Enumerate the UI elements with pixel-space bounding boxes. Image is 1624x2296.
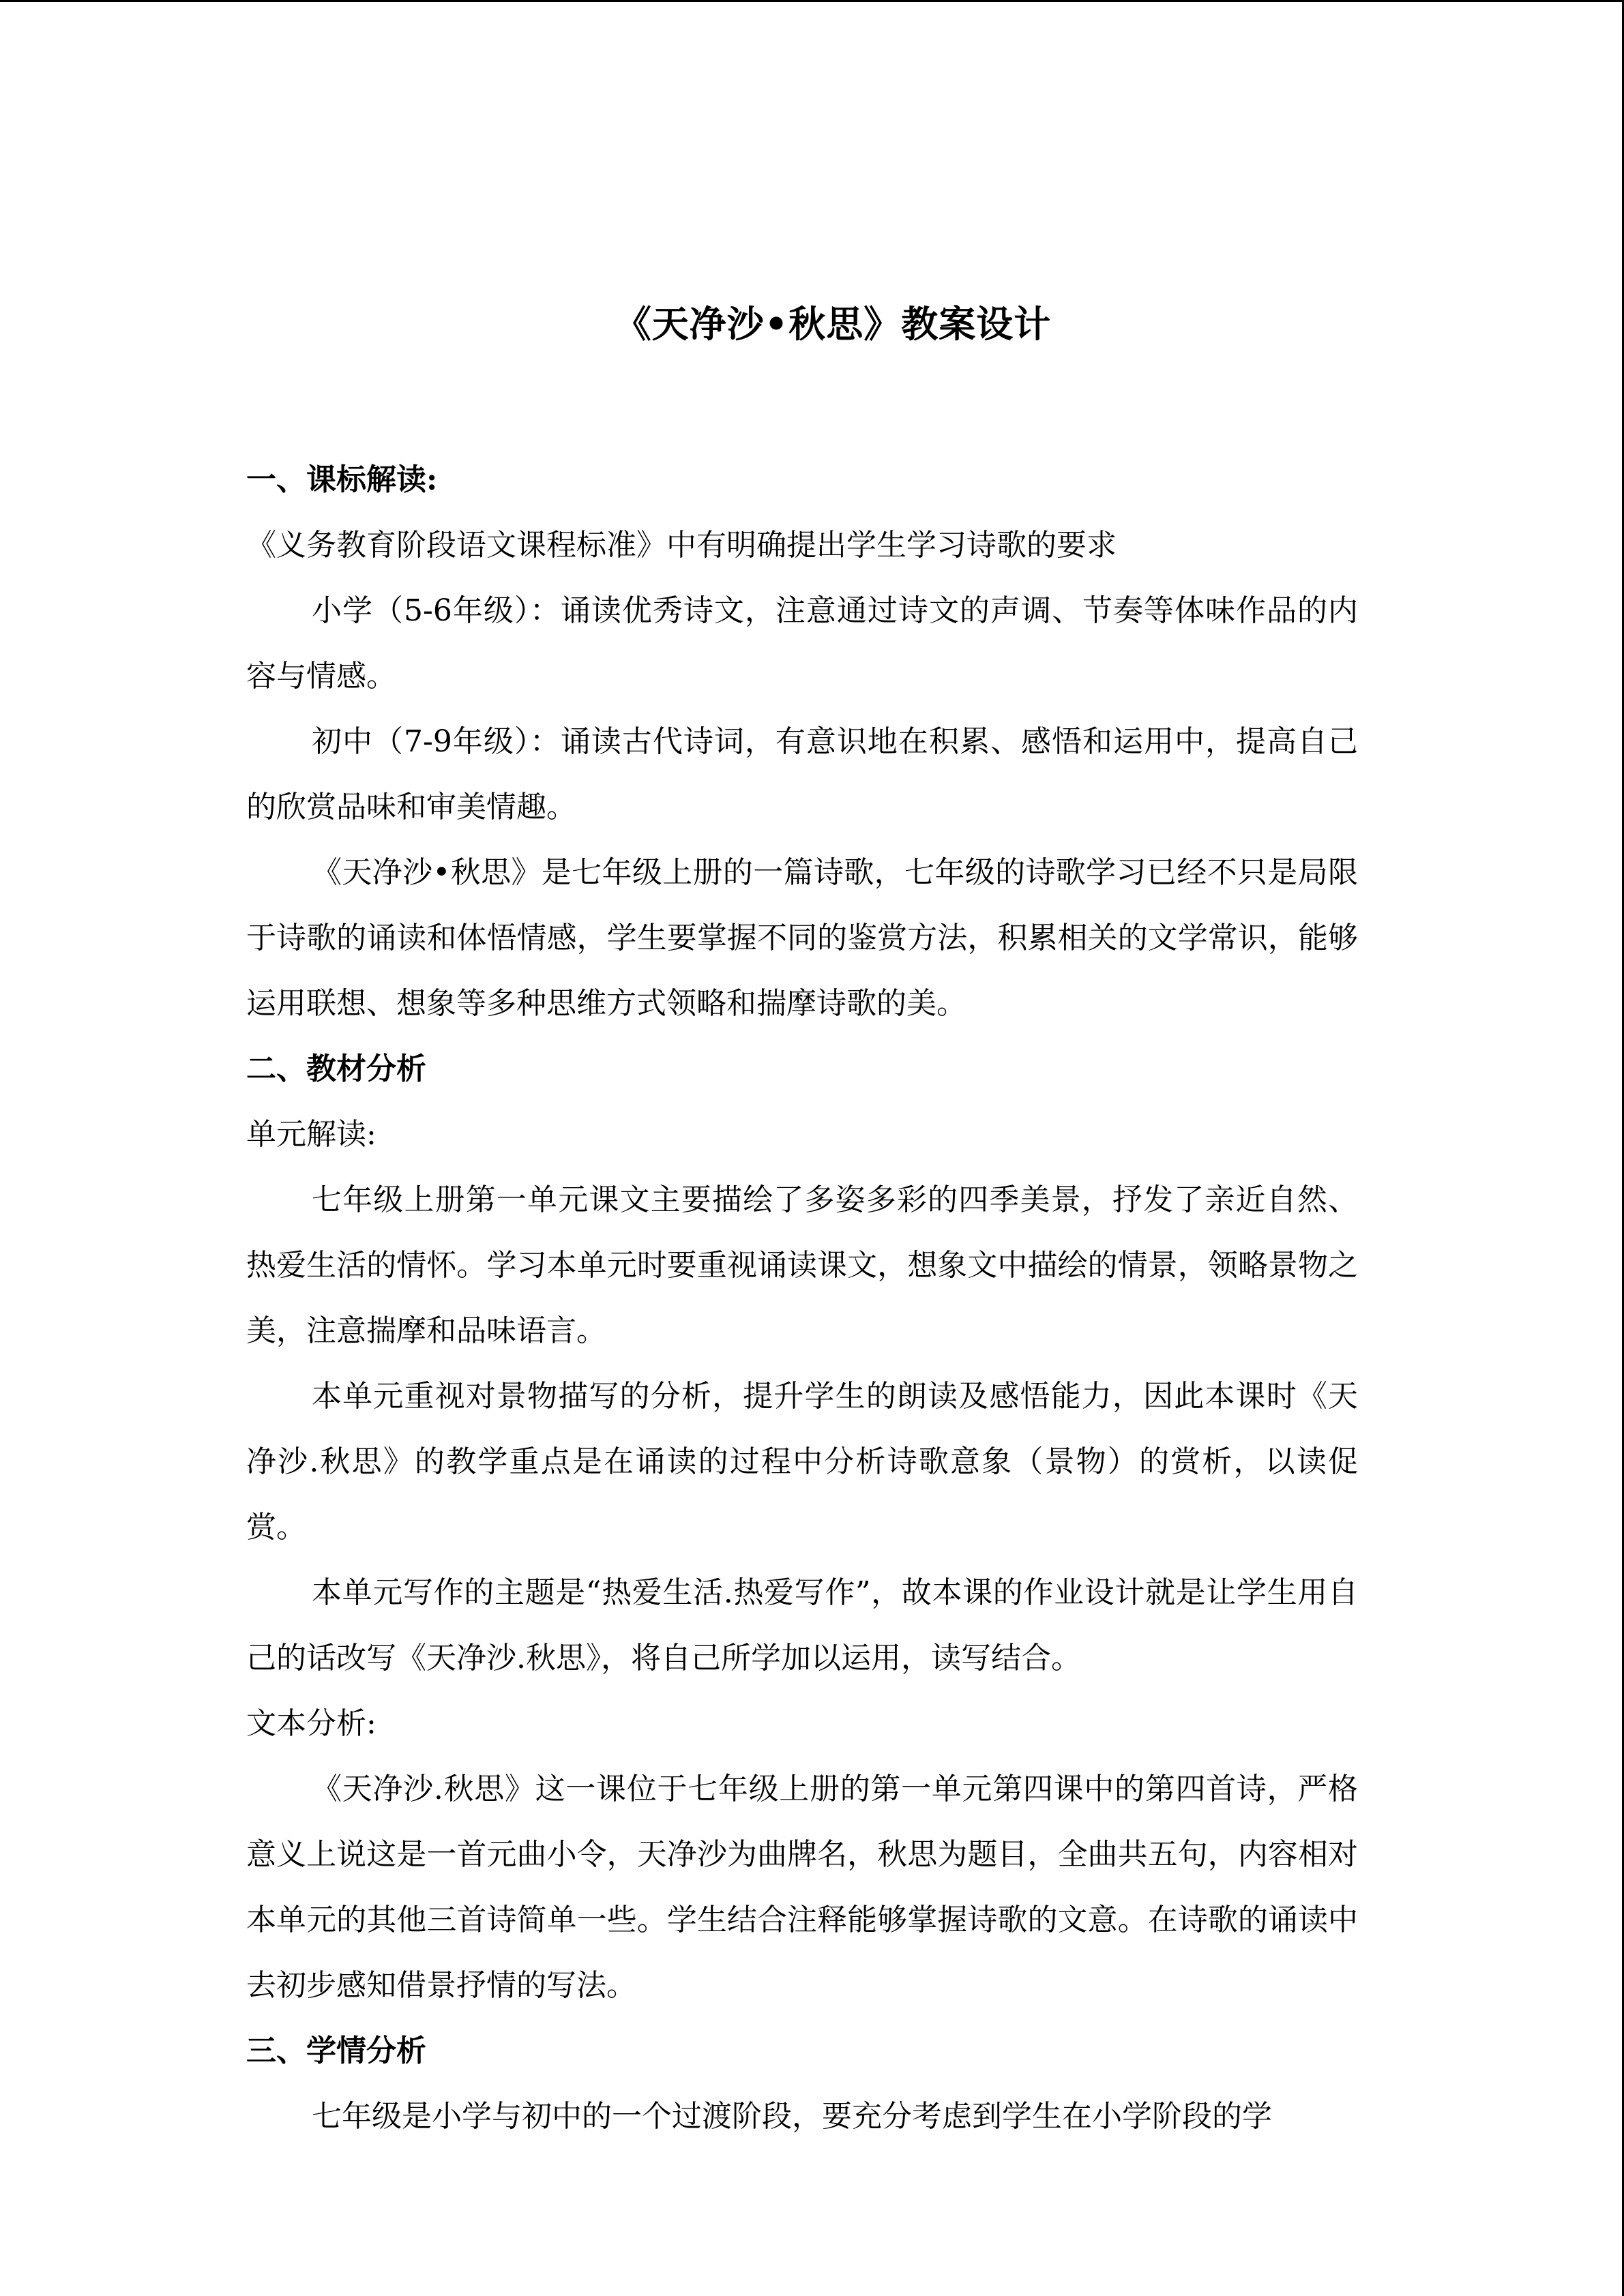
paragraph: 《天净沙.秋思》这一课位于七年级上册的第一单元第四课中的第四首诗，严格意义上说这是一首元曲小令，天净沙为曲牌名，秋思为题目，全曲共五句，内容相对本单元的其他三首诗简单一些。学生结合注释能够掌握诗歌的文意。在诗歌的诵读中去初步感知借景抒情的写法。 [246,1772,1358,2003]
paragraph: 《天净沙•秋思》是七年级上册的一篇诗歌，七年级的诗歌学习已经不只是局限于诗歌的诵读和体悟情感，学生要掌握不同的鉴赏方法，积累相关的文学常识，能够运用联想、想象等多种思维方式领略和揣摩诗歌的美。 [246,855,1358,1021]
document-title: 《天净沙•秋思》教案设计 [614,302,1052,346]
section-heading: 三、学情分析 [246,2033,426,2068]
paragraph: 七年级上册第一单元课文主要描绘了多姿多彩的四季美景，抒发了亲近自然、热爱生活的情怀。学习本单元时要重视诵读课文，想象文中描绘的情景，领略景物之美，注意揣摩和品味语言。 [246,1182,1358,1348]
subsection-label: 单元解读: [246,1117,377,1152]
paragraph: 七年级是小学与初中的一个过渡阶段，要充分考虑到学生在小学阶段的学 [312,2099,1272,2134]
page-top-border [0,0,1624,2]
paragraph: 初中（7-9年级）：诵读古代诗词，有意识地在积累、感悟和运用中，提高自己的欣赏品味和审美情趣。 [246,724,1358,824]
section-student-analysis [246,2018,1358,2149]
paragraph: 《义务教育阶段语文课程标准》中有明确提出学生学习诗歌的要求 [246,528,1117,563]
subsection-label: 文本分析: [246,1706,377,1741]
section-heading: 一、课标解读: [246,462,438,497]
paragraph: 本单元重视对景物描写的分析，提升学生的朗读及感悟能力，因此本课时《天净沙.秋思》的教学重点是在诵读的过程中分析诗歌意象（景物）的赏析，以读促赏。 [246,1379,1358,1545]
section-textbook-analysis [246,1037,1358,2018]
paragraph: 小学（5-6年级）：诵读优秀诗文，注意通过诗文的声调、节奏等体味作品的内容与情感。 [246,593,1358,694]
paragraph: 本单元写作的主题是“热爱生活.热爱写作”，故本课的作业设计就是让学生用自己的话改写《天净沙.秋思》，将自己所学加以运用，读写结合。 [246,1575,1358,1675]
section-curriculum-standard [246,447,1358,1037]
section-heading: 二、教材分析 [246,1052,426,1086]
document-body [246,293,1358,2149]
